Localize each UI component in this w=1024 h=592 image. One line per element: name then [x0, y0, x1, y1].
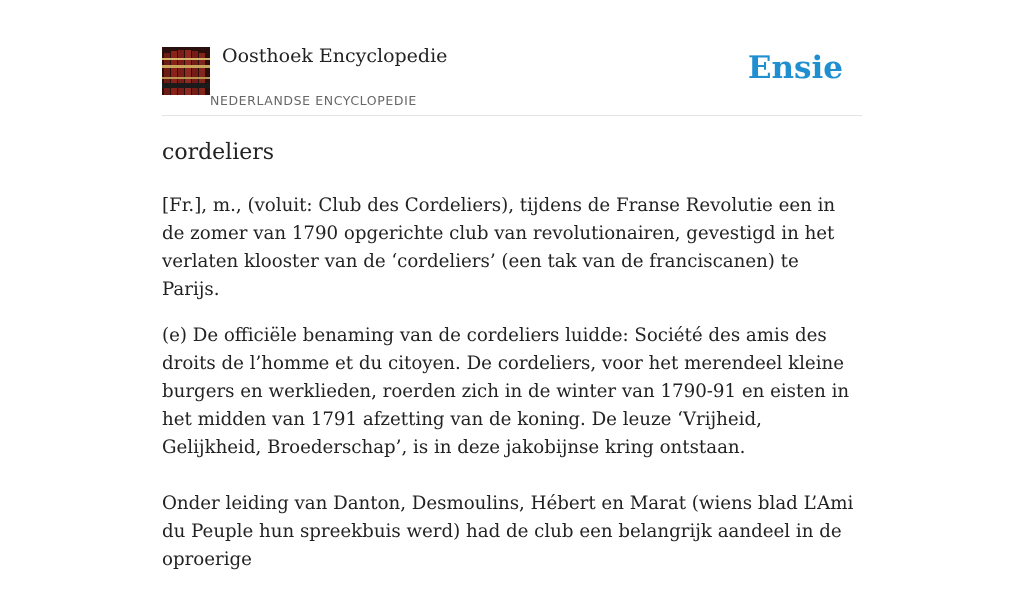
header — [162, 0, 862, 116]
entry-paragraph-3: Onder leiding van Danton, Desmoulins, Hébert en Marat (wiens blad L’Ami du Peuple hun spreekbuis werd) had de club een belangrijk aandeel in de oproerige — [162, 493, 854, 570]
books-image — [162, 47, 210, 95]
entry-body — [162, 192, 862, 592]
entry-paragraph-1: [Fr.], m., (voluit: Club des Cordeliers), tijdens de Franse Revolutie een in de zomer van 1790 opgerichte club van revolutionairen, gevestigd in het verlaten klooster van de ‘cordeliers’ (een tak van de franciscanen) te Parijs. — [162, 195, 836, 300]
book-title[interactable]: Oosthoek Encyclopedie — [222, 45, 448, 67]
book-subtitle: NEDERLANDSE ENCYCLOPEDIE — [210, 93, 417, 108]
entry-term-title: cordeliers — [162, 140, 275, 165]
entry-paragraph-2: (e) De officiële benaming van de cordeliers luidde: Société des amis des droits de l’homme et du citoyen. De cordeliers, voor het merendeel kleine burgers en werklieden, roerden zich in de winter van 1790-91 en eisten in het midden van 1791 afzetting van de koning. De leuze ‘Vrijheid, Gelijkheid, Broederschap’, is in deze jakobijnse kring ontstaan. — [162, 325, 850, 458]
encyclopedia-books-icon[interactable] — [162, 47, 210, 95]
ensie-logo[interactable]: Ensie — [747, 50, 843, 86]
page-container — [162, 0, 862, 570]
